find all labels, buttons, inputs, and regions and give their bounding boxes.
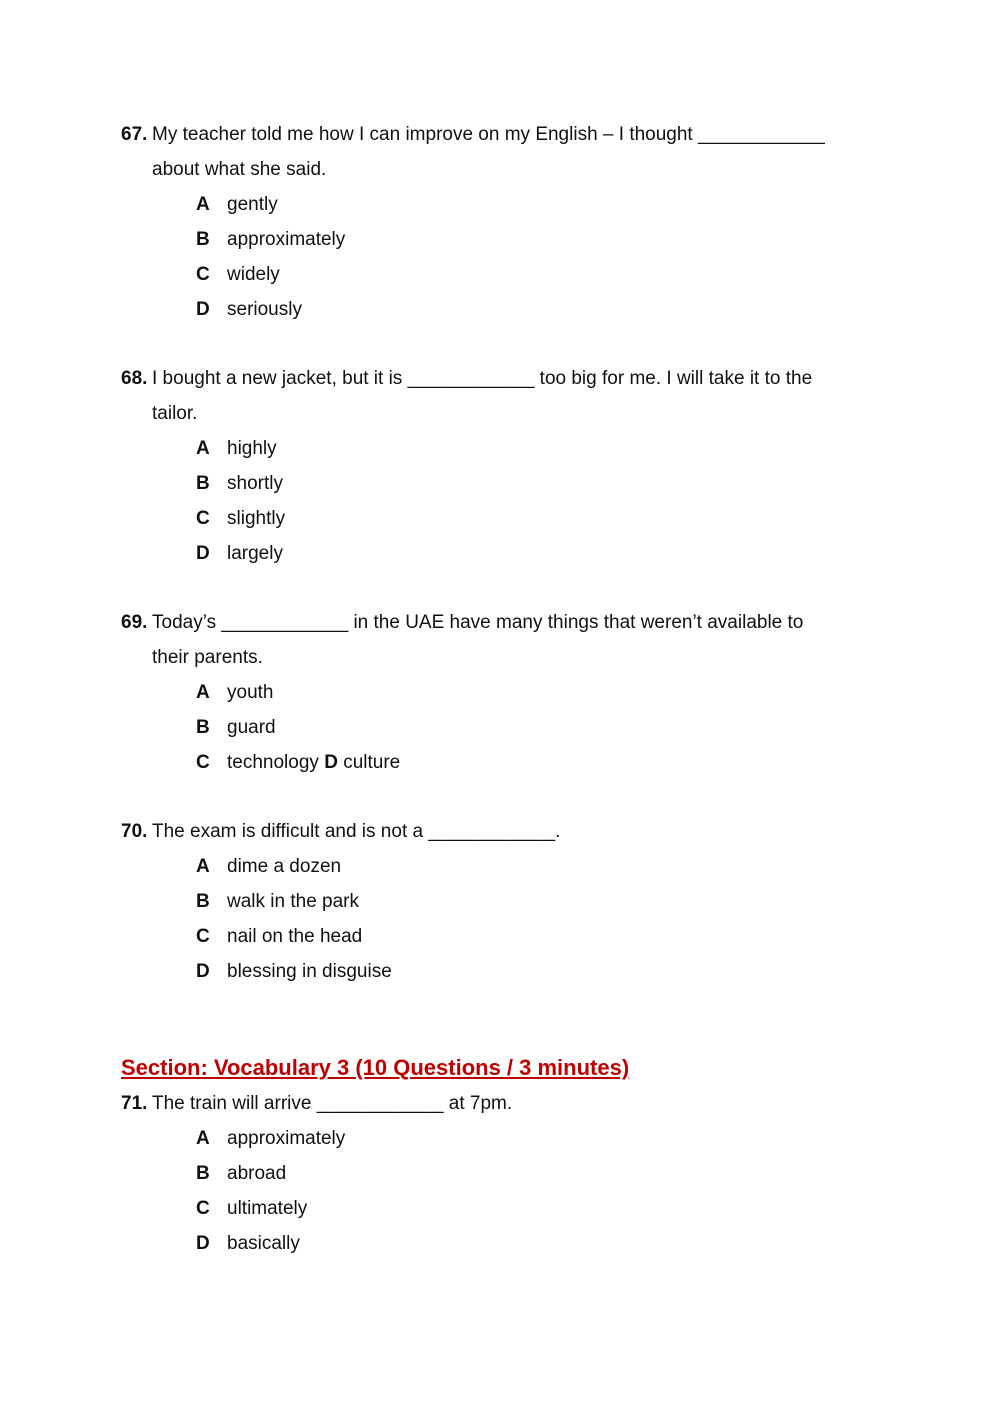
question-text: I bought a new jacket, but it is ____________ too big for me. I will take it to the xyxy=(152,368,813,389)
question-text-continued: their parents. xyxy=(152,647,263,668)
option-text: shortly xyxy=(227,473,283,494)
option-a[interactable] xyxy=(121,849,881,884)
option-text: guard xyxy=(227,717,276,738)
option-c[interactable] xyxy=(121,1191,881,1226)
option-letter: D xyxy=(196,1233,210,1254)
option-letter: D xyxy=(196,543,210,564)
question-stem xyxy=(121,814,881,849)
question-stem xyxy=(121,117,881,152)
option-b[interactable] xyxy=(121,710,881,745)
option-text-d-inline: culture xyxy=(343,752,401,773)
answer-options xyxy=(121,431,881,571)
option-text: largely xyxy=(227,543,283,564)
answer-options xyxy=(121,187,881,327)
question-text-continued: tailor. xyxy=(152,403,198,424)
option-b[interactable] xyxy=(121,1156,881,1191)
question-68 xyxy=(121,361,881,571)
answer-options xyxy=(121,1121,881,1261)
option-letter: A xyxy=(196,438,210,459)
question-number: 71. xyxy=(121,1093,148,1114)
option-letter: C xyxy=(196,264,210,285)
option-d[interactable] xyxy=(121,1226,881,1261)
option-text: ultimately xyxy=(227,1198,308,1219)
option-letter: B xyxy=(196,891,210,912)
option-letter: B xyxy=(196,229,210,250)
option-b[interactable] xyxy=(121,222,881,257)
option-text: dime a dozen xyxy=(227,856,342,877)
question-number: 67. xyxy=(121,124,148,145)
option-b[interactable] xyxy=(121,884,881,919)
option-letter: B xyxy=(196,1163,210,1184)
question-71 xyxy=(121,1086,881,1261)
option-letter: A xyxy=(196,194,210,215)
option-c[interactable] xyxy=(121,257,881,292)
option-letter: B xyxy=(196,717,210,738)
option-text: slightly xyxy=(227,508,286,529)
option-text: widely xyxy=(227,264,280,285)
option-letter-d-inline: D xyxy=(324,752,338,773)
option-letter: A xyxy=(196,1128,210,1149)
option-text: gently xyxy=(227,194,278,215)
option-c[interactable] xyxy=(121,745,881,780)
question-stem xyxy=(121,361,881,396)
option-text: nail on the head xyxy=(227,926,363,947)
option-letter: C xyxy=(196,926,210,947)
option-d[interactable] xyxy=(121,536,881,571)
question-number: 69. xyxy=(121,612,148,633)
option-letter: A xyxy=(196,856,210,877)
answer-options xyxy=(121,849,881,989)
option-a[interactable] xyxy=(121,1121,881,1156)
question-70 xyxy=(121,814,881,989)
question-text-continued: about what she said. xyxy=(152,159,327,180)
option-letter: C xyxy=(196,1198,210,1219)
option-a[interactable] xyxy=(121,187,881,222)
question-67 xyxy=(121,117,881,327)
option-letter: D xyxy=(196,299,210,320)
option-a[interactable] xyxy=(121,431,881,466)
option-text: highly xyxy=(227,438,277,459)
option-letter: C xyxy=(196,752,210,773)
option-letter: B xyxy=(196,473,210,494)
question-stem xyxy=(121,1086,881,1121)
question-text: Today’s ____________ in the UAE have many things that weren’t available to xyxy=(152,612,804,633)
question-stem xyxy=(121,605,881,640)
question-69 xyxy=(121,605,881,780)
option-text: youth xyxy=(227,682,274,703)
section-heading: Section: Vocabulary 3 (10 Questions / 3 minutes) xyxy=(121,1055,630,1080)
option-letter: A xyxy=(196,682,210,703)
option-text: walk in the park xyxy=(227,891,360,912)
question-number: 68. xyxy=(121,368,148,389)
option-letter: D xyxy=(196,961,210,982)
option-c[interactable] xyxy=(121,919,881,954)
option-d[interactable] xyxy=(121,292,881,327)
option-text: approximately xyxy=(227,229,346,250)
option-a[interactable] xyxy=(121,675,881,710)
option-letter: C xyxy=(196,508,210,529)
question-text: The exam is difficult and is not a ____________. xyxy=(152,821,561,842)
option-text-c: technology xyxy=(227,752,319,773)
option-text: seriously xyxy=(227,299,302,320)
question-number: 70. xyxy=(121,821,148,842)
question-text: My teacher told me how I can improve on my English – I thought ____________ xyxy=(152,124,825,145)
option-text: abroad xyxy=(227,1163,287,1184)
option-text: basically xyxy=(227,1233,300,1254)
answer-options xyxy=(121,675,881,780)
question-text: The train will arrive ____________ at 7pm. xyxy=(152,1093,513,1114)
option-d[interactable] xyxy=(121,954,881,989)
option-text xyxy=(227,745,400,780)
option-text: approximately xyxy=(227,1128,346,1149)
option-b[interactable] xyxy=(121,466,881,501)
option-text: blessing in disguise xyxy=(227,961,392,982)
option-c[interactable] xyxy=(121,501,881,536)
